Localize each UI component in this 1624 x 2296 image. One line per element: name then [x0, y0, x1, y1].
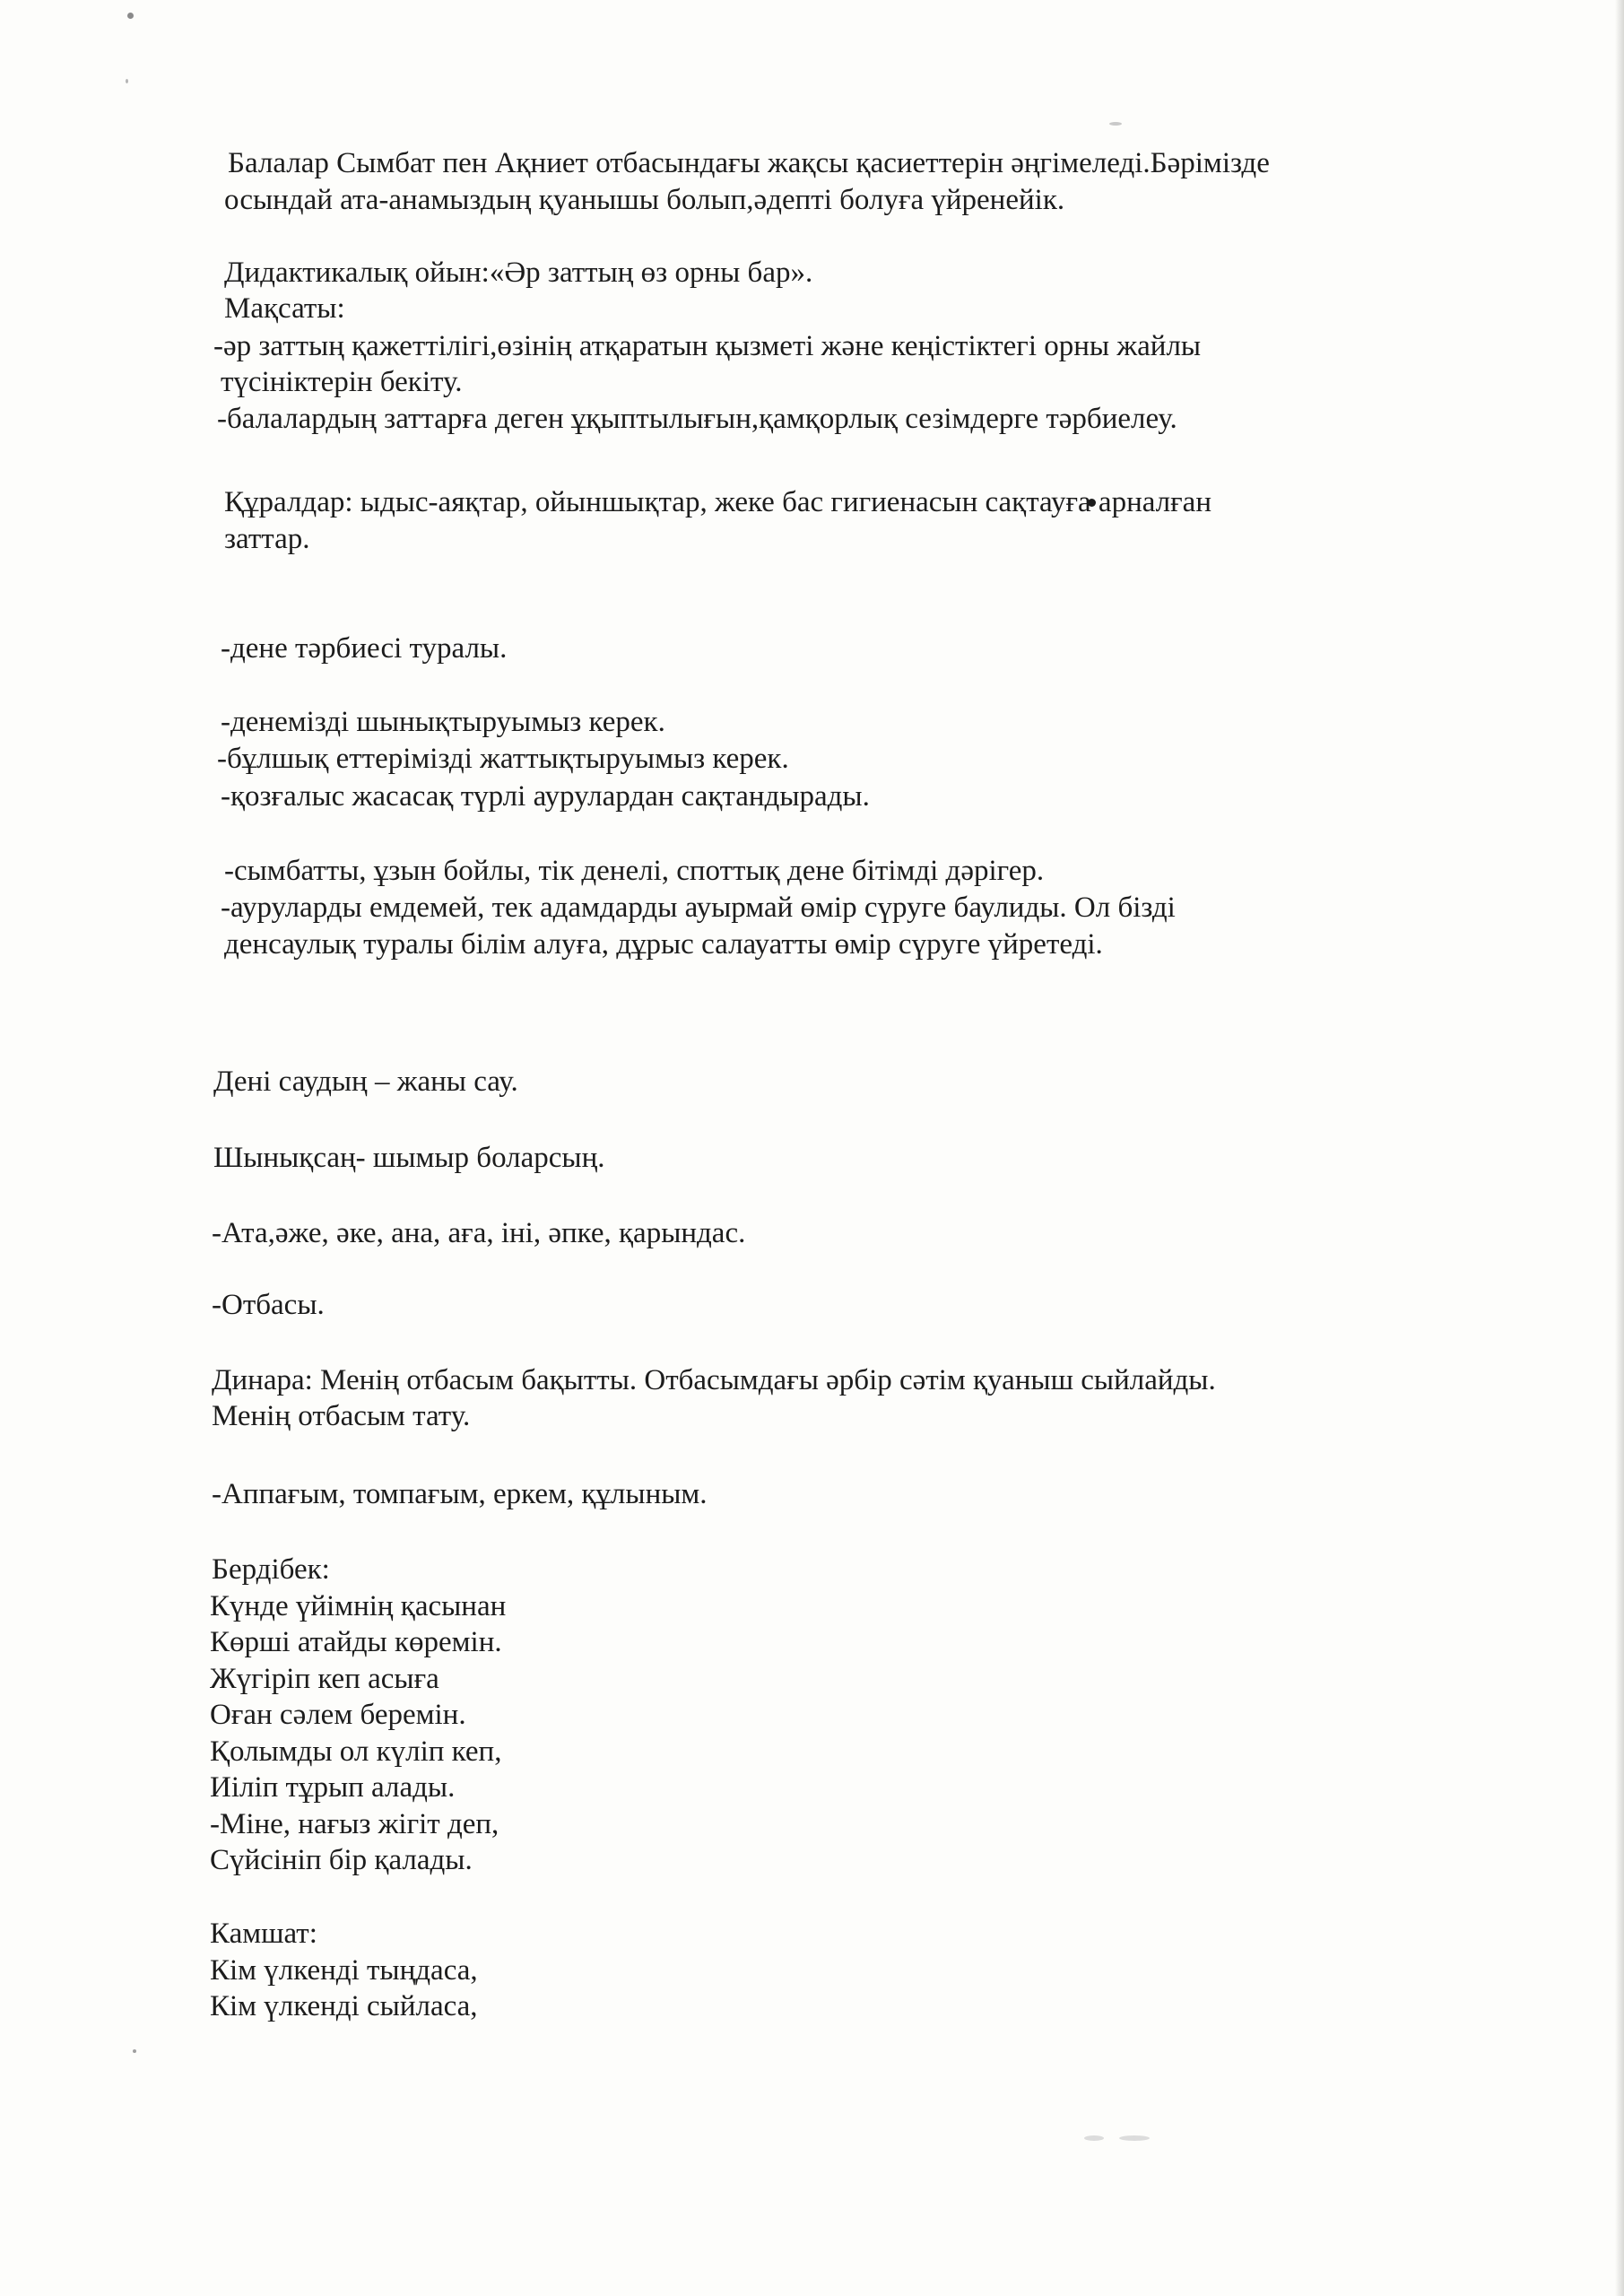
tools-line: Құралдар: ыдыс-аяқтар, ойыншықтар, жеке бас гигиенасын сақтауға арналған: [224, 486, 1211, 518]
text-line: заттар.: [224, 523, 310, 555]
proverb-line: Шынықсаң- шымыр боларсың.: [213, 1142, 605, 1174]
speaker-name: Бердібек:: [212, 1553, 330, 1586]
poem-line: Күнде үйімнің қасынан: [210, 1590, 507, 1622]
game-heading: Дидактикалық ойын:«Әр заттың өз орны бар».: [224, 257, 813, 289]
text-line: түсініктерін бекіту.: [221, 366, 463, 398]
text-line: -қозғалыс жасасақ түрлі аурулардан сақтандырады.: [221, 780, 870, 813]
poem-line: Сүйсініп бір қалады.: [210, 1844, 473, 1876]
text-line: -сымбатты, ұзын бойлы, тік денелі, споттық дене бітімді дәрігер.: [224, 855, 1045, 887]
poem-line: Оған сәлем беремін.: [210, 1699, 466, 1731]
text-line: Балалар Сымбат пен Ақниет отбасындағы жақсы қасиеттерін әңгімеледі.Бәрімізде: [228, 147, 1270, 179]
text-line: -Отбасы.: [212, 1289, 325, 1321]
poem-line: Кім үлкенді сыйласа,: [210, 1990, 478, 2022]
text-line: -денемізді шынықтыруымыз керек.: [221, 706, 665, 738]
text-line: осындай ата-анамыздың қуанышы болып,әдепті болуға үйренейік.: [224, 184, 1065, 216]
text-line: -балалардың заттарға деген ұқыптылығын,қамқорлық сезімдерге тәрбиелеу.: [217, 403, 1177, 435]
poem-line: Иіліп тұрып алады.: [210, 1771, 456, 1804]
text-line: денсаулық туралы білім алуға, дұрыс салауатты өмір сүруге үйретеді.: [224, 928, 1103, 961]
poem-line: Қолымды ол күліп кеп,: [210, 1735, 502, 1768]
text-line: -Аппағым, томпағым, еркем, құлыным.: [212, 1478, 708, 1510]
text-line: -Ата,әже, әке, ана, аға, іні, әпке, қарындас.: [212, 1217, 746, 1249]
text-line: Менің отбасым тату.: [212, 1400, 471, 1432]
poem-line: -Міне, нағыз жігіт деп,: [210, 1808, 499, 1840]
text-line: -дене тәрбиесі туралы.: [221, 632, 508, 665]
goal-heading: Мақсаты:: [224, 292, 345, 325]
text-line: -ауруларды емдемей, тек адамдарды ауырмай өмір сүруге баулиды. Ол бізді: [221, 891, 1176, 924]
poem-line: Көрші атайды көремін.: [210, 1626, 502, 1658]
text-line: -әр заттың қажеттілігі,өзінің атқаратын қызметі және кеңістіктегі орны жайлы: [213, 330, 1202, 362]
text-line: -бұлшық еттерімізді жаттықтыруымыз керек.: [217, 743, 789, 775]
poem-line: Кім үлкенді тыңдаса,: [210, 1954, 478, 1987]
poem-line: Жүгіріп кеп асыға: [210, 1663, 439, 1695]
speaker-name: Камшат:: [210, 1918, 317, 1950]
dinara-line: Динара: Менің отбасым бақытты. Отбасымдағы әрбір сәтім қуаныш сыйлайды.: [212, 1364, 1216, 1396]
proverb-line: Дені саудың – жаны сау.: [213, 1065, 518, 1098]
